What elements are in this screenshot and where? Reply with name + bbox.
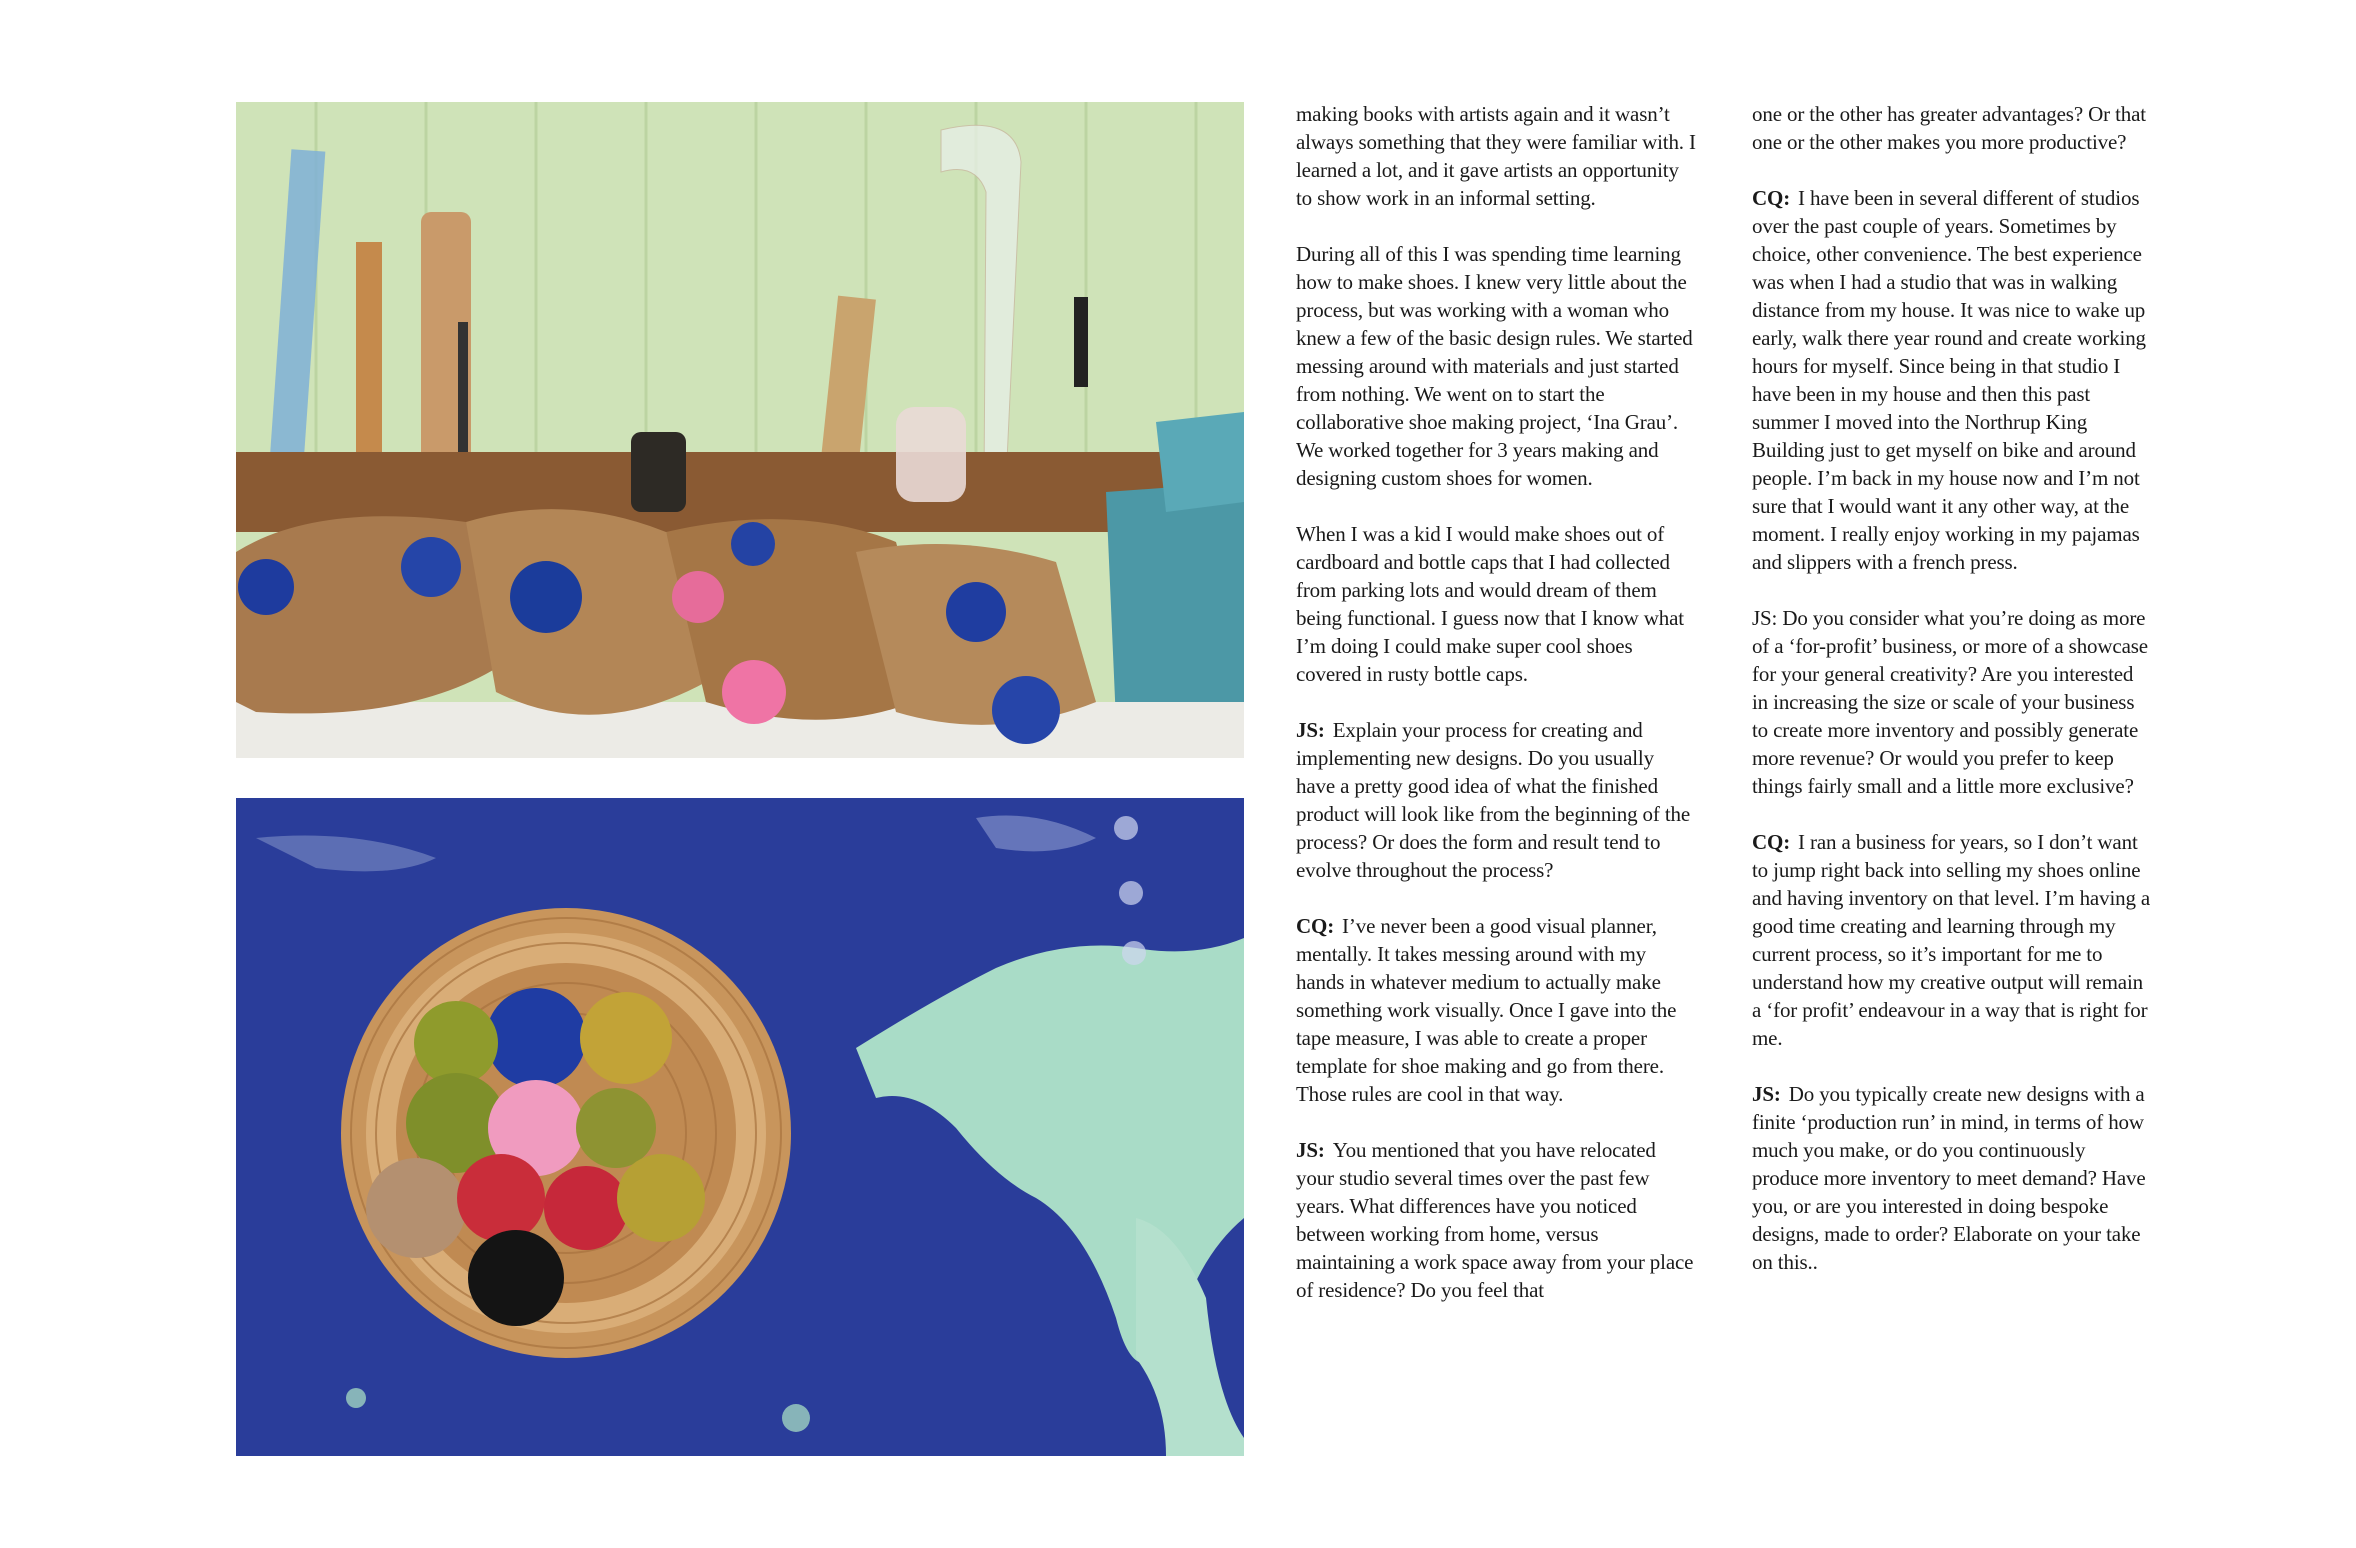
photo-shoemaking-workbench	[236, 102, 1244, 758]
photo-basket-of-pompoms	[236, 798, 1244, 1456]
paragraph-js-question: JS: You mentioned that you have relocated your studio several times over the past few years. What differences have you noticed between working from home, versus maintaining a work space away from your place of residence? Do you feel that	[1296, 1138, 1694, 1302]
basket-illustration	[236, 798, 1244, 1456]
workbench-illustration	[236, 102, 1244, 758]
paragraph-cq-answer: CQ: I ran a business for years, so I don’t want to jump right back into selling my shoes online and having inventory on that level. I’m having a good time creating and learning through my current process, so it’s important for me to understand how my creative output will remain a ‘for profit’ endeavour in a way that is right for me.	[1752, 830, 2151, 1050]
paragraph-cq-answer: CQ: I’ve never been a good visual planner, mentally. It takes messing around with my hands in whatever medium to actually make something work visually. Once I gave into the tape measure, I was able to create a proper template for shoe making and go from there. Those rules are cool in that way.	[1296, 914, 1677, 1106]
speaker-label: CQ:	[1752, 186, 1791, 210]
paragraph-js-question: JS: Do you consider what you’re doing as more of a ‘for-profit’ business, or more of a showcase for your general creativity? Are you interested in increasing the size or scale of your business to create more inventory and possibly generate more revenue? Or would you prefer to keep things fairly small and a little more exclusive?	[1752, 606, 2148, 798]
speaker-label: CQ:	[1296, 914, 1335, 938]
speaker-label: JS:	[1296, 1138, 1325, 1162]
paragraph-js-question: JS: Explain your process for creating and implementing new designs. Do you usually have a pretty good idea of what the finished product will look like from the beginning of the process? Or does the form and result tend to evolve throughout the process?	[1296, 718, 1691, 882]
paragraph-js-question: JS: Do you typically create new designs with a finite ‘production run’ in mind, in terms of how much you make, or do you continuously produce more inventory to meet demand? Have you, or are you interested in doing bespoke designs, made to order? Elaborate on your take on this..	[1752, 1082, 2146, 1274]
paragraph: During all of this I was spending time learning how to make shoes. I knew very little about the process, but was working with a woman who knew a few of the basic design rules. We started messing around with materials and just started from nothing. We went on to start the collaborative shoe making project, ‘Ina Grau’. We worked together for 3 years making and designing custom shoes for women.	[1296, 242, 1693, 490]
paragraph: one or the other has greater advantages? Or that one or the other makes you more productive?	[1752, 102, 2146, 154]
paragraph-cq-answer: CQ: I have been in several different of studios over the past couple of years. Sometimes by choice, other convenience. The best experience was when I had a studio that was in walking distance from my house. It was nice to wake up early, walk there year round and create working hours for myself. Since being in that studio I have been in my house and then this past summer I moved into the Northrup King Building just to get myself on bike and around people. I’m back in my house now and I’m not sure that I would want it any other way, at the moment. I really enjoy working in my pajamas and slippers with a french press.	[1752, 186, 2146, 574]
paragraph: When I was a kid I would make shoes out of cardboard and bottle caps that I had collected from parking lots and would dream of them being functional. I guess now that I know what I’m doing I could make super cool shoes covered in rusty bottle caps.	[1296, 522, 1684, 686]
speaker-label: JS:	[1296, 718, 1325, 742]
speaker-label: CQ:	[1752, 830, 1791, 854]
speaker-label: JS:	[1752, 1082, 1781, 1106]
article-column-1	[1296, 100, 1696, 1332]
paragraph: making books with artists again and it wasn’t always something that they were familiar with. I learned a lot, and it gave artists an opportunity to show work in an informal setting.	[1296, 102, 1696, 210]
article-column-2	[1752, 100, 2152, 1304]
